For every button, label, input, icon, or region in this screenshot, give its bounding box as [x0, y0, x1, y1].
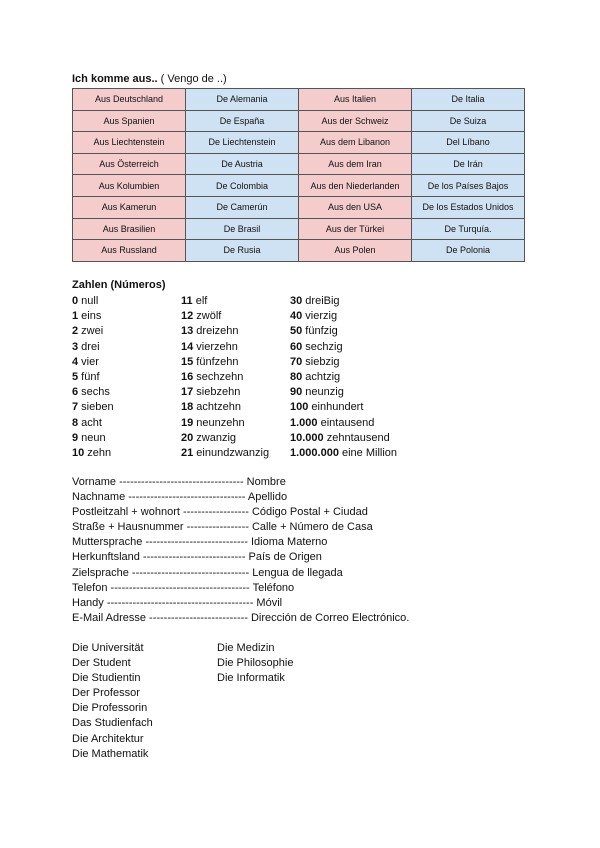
form-fields-list — [72, 475, 409, 626]
number-digit: 8 — [72, 416, 79, 429]
number-entry — [290, 446, 397, 461]
number-entry — [290, 324, 397, 339]
number-entry — [290, 416, 397, 431]
number-digit: 13 — [181, 325, 194, 338]
vocabulary-item: Die Universität — [72, 642, 144, 654]
spanish-country-cell: Del Líbano — [412, 132, 525, 154]
page-title — [72, 73, 227, 85]
number-word: siebzehn — [193, 386, 241, 399]
number-entry — [72, 309, 114, 324]
number-word: eine Million — [338, 446, 398, 459]
number-entry — [181, 385, 269, 400]
number-digit: 3 — [72, 340, 79, 353]
numbers-title: Zahlen (Números) — [72, 279, 166, 291]
spanish-country-cell: De los Países Bajos — [412, 175, 525, 197]
number-word: einhundert — [308, 401, 364, 414]
number-word: zehn — [84, 446, 112, 459]
number-entry — [72, 294, 114, 309]
number-word: drei — [78, 340, 100, 353]
vocabulary-item: Die Architektur — [72, 732, 144, 745]
number-digit: 10 — [72, 446, 85, 459]
number-word: sieben — [78, 401, 114, 414]
form-field-line: E-Mail Adresse --------------------------- Dirección de Correo Electrónico. — [72, 611, 410, 624]
number-digit: 18 — [181, 401, 194, 414]
spanish-country-cell: De Brasil — [186, 218, 299, 240]
spanish-country-cell: De Turquía. — [412, 218, 525, 240]
german-country-cell: Aus den Niederlanden — [299, 175, 412, 197]
number-word: vierzehn — [193, 340, 238, 353]
number-digit: 70 — [290, 355, 303, 368]
form-field-line: Telefon -------------------------------------- Teléfono — [72, 581, 295, 594]
number-entry — [290, 431, 397, 446]
number-entry — [181, 340, 269, 355]
german-country-cell: Aus Liechtenstein — [73, 132, 186, 154]
table-row — [73, 110, 525, 132]
number-entry — [72, 416, 114, 431]
number-entry — [181, 370, 269, 385]
number-entry — [72, 431, 114, 446]
form-field-line: Vorname ---------------------------------- Nombre — [72, 476, 286, 488]
number-word: siebzig — [302, 355, 340, 368]
number-word: eins — [78, 310, 102, 323]
spanish-country-cell: De Liechtenstein — [186, 132, 299, 154]
number-word: zwanzig — [193, 431, 237, 444]
university-column-1 — [72, 641, 153, 762]
number-digit: 40 — [290, 310, 303, 323]
number-digit: 4 — [72, 355, 79, 368]
number-word: achtzehn — [193, 401, 241, 414]
vocabulary-item: Die Informatik — [217, 672, 285, 685]
number-digit: 6 — [72, 386, 79, 399]
number-word: zehntausend — [323, 431, 390, 444]
table-row — [73, 196, 525, 218]
number-digit: 80 — [290, 370, 303, 383]
number-word: acht — [78, 416, 102, 429]
form-field-line: Zielsprache -------------------------------- Lengua de llegada — [72, 566, 343, 579]
spanish-country-cell: De Alemania — [186, 89, 299, 111]
university-column-2 — [217, 641, 293, 686]
number-entry — [181, 309, 269, 324]
german-country-cell: Aus Polen — [299, 240, 412, 262]
number-word: zwei — [78, 325, 104, 338]
table-row — [73, 175, 525, 197]
number-word: achtzig — [302, 370, 341, 383]
number-entry — [181, 400, 269, 415]
title-rest: ( Vengo de ..) — [157, 73, 227, 85]
number-word: dreiBig — [302, 295, 340, 307]
number-digit: 21 — [181, 446, 194, 459]
vocabulary-item: Die Mathematik — [72, 747, 149, 760]
spanish-country-cell: De España — [186, 110, 299, 132]
number-word: zwölf — [193, 310, 222, 323]
spanish-country-cell: De Italia — [412, 89, 525, 111]
number-word: neunzehn — [193, 416, 245, 429]
number-entry — [181, 431, 269, 446]
number-digit: 11 — [181, 295, 193, 307]
number-digit: 0 — [72, 295, 79, 307]
spanish-country-cell: De Polonia — [412, 240, 525, 262]
number-entry — [290, 370, 397, 385]
number-entry — [181, 324, 269, 339]
number-entry — [290, 385, 397, 400]
number-entry — [181, 294, 269, 309]
number-entry — [72, 446, 114, 461]
number-digit: 20 — [181, 431, 194, 444]
german-country-cell: Aus Kamerun — [73, 196, 186, 218]
number-digit: 90 — [290, 386, 303, 399]
table-row — [73, 89, 525, 111]
form-field-line: Nachname -------------------------------- Apellido — [72, 491, 288, 504]
number-digit: 12 — [181, 310, 194, 323]
number-word: fünfzig — [302, 325, 338, 338]
number-entry — [72, 385, 114, 400]
form-field-line: Herkunftsland ---------------------------- País de Origen — [72, 551, 322, 564]
vocabulary-item: Der Student — [72, 657, 131, 670]
number-word: neunzig — [302, 386, 344, 399]
spanish-country-cell: De Suiza — [412, 110, 525, 132]
number-digit: 14 — [181, 340, 194, 353]
number-word: vierzig — [302, 310, 338, 323]
german-country-cell: Aus dem Iran — [299, 153, 412, 175]
german-country-cell: Aus Russland — [73, 240, 186, 262]
form-field-line: Postleitzahl + wohnort ------------------ Código Postal + Ciudad — [72, 506, 368, 519]
number-digit: 1.000.000 — [290, 446, 339, 459]
vocabulary-item: Die Professorin — [72, 702, 148, 715]
number-digit: 100 — [290, 401, 309, 414]
number-word: null — [78, 295, 99, 307]
number-digit: 15 — [181, 355, 194, 368]
number-entry — [72, 355, 114, 370]
numbers-column-2 — [181, 294, 269, 461]
number-entry — [290, 309, 397, 324]
german-country-cell: Aus der Türkei — [299, 218, 412, 240]
number-entry — [72, 324, 114, 339]
german-country-cell: Aus Deutschland — [73, 89, 186, 111]
number-entry — [290, 340, 397, 355]
spanish-country-cell: De Austria — [186, 153, 299, 175]
vocabulary-item: Die Studientin — [72, 672, 141, 685]
vocabulary-item: Die Medizin — [217, 642, 275, 654]
number-digit: 9 — [72, 431, 79, 444]
form-field-line: Straße + Hausnummer ----------------- Calle + Número de Casa — [72, 521, 373, 534]
number-entry — [181, 416, 269, 431]
number-digit: 17 — [181, 386, 194, 399]
table-row — [73, 132, 525, 154]
german-country-cell: Aus Österreich — [73, 153, 186, 175]
number-word: neun — [78, 431, 106, 444]
form-field-line: Handy ---------------------------------------- Móvil — [72, 596, 283, 609]
title-bold: Ich komme aus.. — [72, 73, 158, 85]
spanish-country-cell: De Irán — [412, 153, 525, 175]
german-country-cell: Aus dem Libanon — [299, 132, 412, 154]
number-entry — [290, 294, 397, 309]
number-entry — [72, 400, 114, 415]
number-word: vier — [78, 355, 99, 368]
numbers-column-3 — [290, 294, 397, 461]
german-country-cell: Aus Kolumbien — [73, 175, 186, 197]
spanish-country-cell: De Colombia — [186, 175, 299, 197]
number-entry — [290, 355, 397, 370]
number-digit: 7 — [72, 401, 79, 414]
vocabulary-item: Der Professor — [72, 687, 140, 700]
german-country-cell: Aus der Schweiz — [299, 110, 412, 132]
spanish-country-cell: De Camerún — [186, 196, 299, 218]
table-row — [73, 153, 525, 175]
number-entry — [181, 446, 269, 461]
number-word: sechzehn — [193, 370, 244, 383]
number-word: dreizehn — [193, 325, 239, 338]
number-word: sechzig — [302, 340, 343, 353]
number-word: eintausend — [317, 416, 375, 429]
german-country-cell: Aus Italien — [299, 89, 412, 111]
form-field-line: Muttersprache ---------------------------- Idioma Materno — [72, 536, 328, 549]
number-digit: 1.000 — [290, 416, 318, 429]
number-entry — [72, 370, 114, 385]
spanish-country-cell: De los Estados Unidos — [412, 196, 525, 218]
number-digit: 19 — [181, 416, 194, 429]
number-digit: 60 — [290, 340, 303, 353]
number-digit: 1 — [72, 310, 79, 323]
numbers-column-1 — [72, 294, 114, 461]
vocabulary-item: Das Studienfach — [72, 717, 153, 730]
number-word: fünf — [78, 370, 100, 383]
countries-table — [72, 88, 525, 262]
number-word: sechs — [78, 386, 110, 399]
number-word: elf — [192, 295, 208, 307]
table-row — [73, 240, 525, 262]
german-country-cell: Aus Spanien — [73, 110, 186, 132]
number-entry — [290, 400, 397, 415]
vocabulary-item: Die Philosophie — [217, 657, 294, 670]
number-entry — [181, 355, 269, 370]
number-digit: 30 — [290, 295, 303, 307]
german-country-cell: Aus Brasilien — [73, 218, 186, 240]
number-digit: 50 — [290, 325, 303, 338]
number-digit: 2 — [72, 325, 79, 338]
number-word: fünfzehn — [193, 355, 239, 368]
number-digit: 10.000 — [290, 431, 324, 444]
spanish-country-cell: De Rusia — [186, 240, 299, 262]
number-entry — [72, 340, 114, 355]
german-country-cell: Aus den USA — [299, 196, 412, 218]
number-digit: 16 — [181, 370, 194, 383]
number-digit: 5 — [72, 370, 79, 383]
table-row — [73, 218, 525, 240]
number-word: einundzwanzig — [193, 446, 270, 459]
